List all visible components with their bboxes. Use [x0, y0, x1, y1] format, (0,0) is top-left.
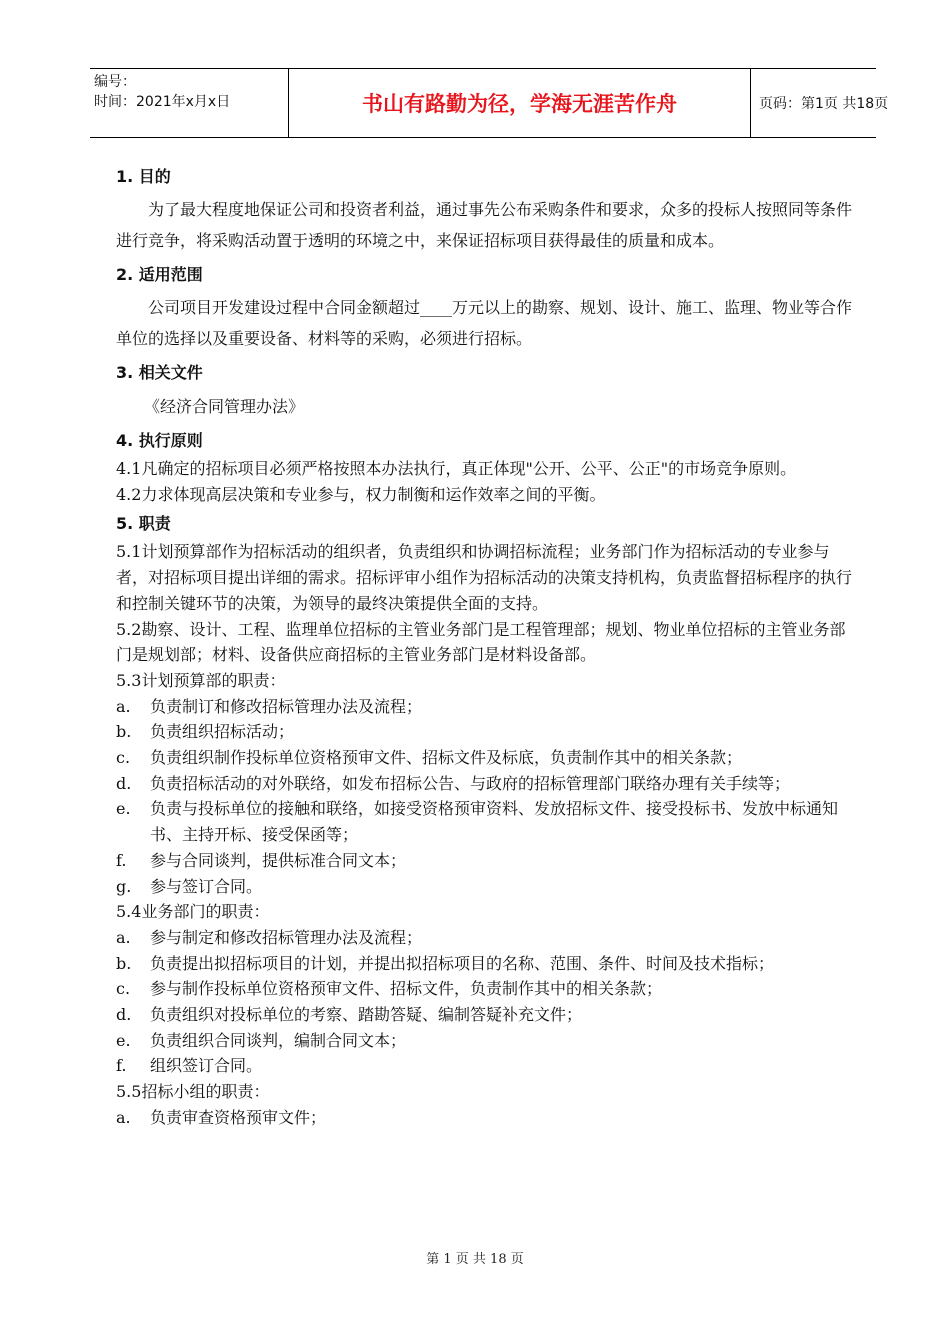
list-item — [116, 925, 856, 951]
list-item-marker: a. — [116, 927, 131, 947]
list-item — [116, 848, 856, 874]
list-item — [116, 951, 856, 977]
duty-5-1: 5.1计划预算部作为招标活动的组织者，负责组织和协调招标流程；业务部门作为招标活动的专业参与者，对招标项目提出详细的需求。招标评审小组作为招标活动的决策支持机构，负责监督招标程序的执行和控制关键环节的决策，为领导的最终决策提供全面的支持。 — [116, 542, 853, 613]
list-item — [116, 874, 856, 900]
list-item-marker: a. — [116, 1107, 131, 1127]
list-item — [116, 694, 856, 720]
list-item — [116, 976, 856, 1002]
list-item-text: 参与合同谈判，提供标准合同文本； — [150, 850, 407, 870]
list-item-text: 参与签订合同。 — [150, 876, 263, 896]
list-item-marker: e. — [116, 1030, 131, 1050]
list-item — [116, 1053, 856, 1079]
list-item-marker: f. — [116, 850, 127, 870]
list-item — [116, 771, 856, 797]
related-document: 《经济合同管理办法》 — [144, 397, 305, 416]
list-item-marker: f. — [116, 1056, 127, 1076]
principle-4-1: 4.1凡确定的招标项目必须严格按照本办法执行，真正体现"公开、公平、公正"的市场竞争原则。 — [116, 459, 797, 478]
list-item-marker: d. — [116, 773, 132, 793]
header-motto: 书山有路勤为径，学海无涯苦作舟 — [288, 69, 751, 137]
list-item-marker: b. — [116, 722, 132, 742]
list-item-text: 负责组织制作投标单位资格预审文件、招标文件及标底，负责制作其中的相关条款； — [150, 748, 743, 768]
list-item — [116, 796, 856, 847]
section-heading-related-docs: 3. 相关文件 — [116, 363, 203, 382]
list-item-text: 负责与投标单位的接触和联络，如接受资格预审资料、发放招标文件、接受投标书、发放中标通知书、主持开标、接受保函等； — [150, 799, 839, 845]
section-heading-principles: 4. 执行原则 — [116, 431, 203, 450]
number-label: 编号： — [94, 74, 136, 90]
list-item-text: 参与制定和修改招标管理办法及流程； — [150, 927, 423, 947]
list-item — [116, 1028, 856, 1054]
list-item — [116, 719, 856, 745]
list-item-text: 负责制订和修改招标管理办法及流程； — [150, 696, 423, 716]
duty-5-5-heading: 5.5招标小组的职责： — [116, 1082, 270, 1102]
time-label: 时间：2021年x月x日 — [94, 94, 231, 110]
page-footer: 第 1 页 共 18 页 — [426, 1252, 524, 1267]
list-item-text: 负责提出拟招标项目的计划，并提出拟招标项目的名称、范围、条件、时间及技术指标； — [150, 953, 775, 973]
duty-5-2: 5.2勘察、设计、工程、监理单位招标的主管业务部门是工程管理部；规划、物业单位招标的主管业务部门是规划部；材料、设备供应商招标的主管业务部门是材料设备部。 — [116, 619, 846, 665]
paragraph-scope: 公司项目开发建设过程中合同金额超过____万元以上的勘察、规划、设计、施工、监理、物业等合作单位的选择以及重要设备、材料等的采购，必须进行招标。 — [116, 298, 853, 348]
list-item — [116, 1002, 856, 1028]
list-item-marker: c. — [116, 979, 131, 999]
header-page-info: 页码：第1页 共18页 — [759, 96, 889, 112]
list-item-text: 组织签订合同。 — [150, 1056, 263, 1076]
list-item-marker: g. — [116, 876, 132, 896]
list-item-marker: b. — [116, 953, 132, 973]
paragraph-purpose: 为了最大程度地保证公司和投资者利益，通过事先公布采购条件和要求，众多的投标人按照同等条件进行竞争，将采购活动置于透明的环境之中，来保证招标项目获得最佳的质量和成本。 — [116, 200, 853, 250]
list-item-marker: c. — [116, 748, 131, 768]
list-item-text: 负责招标活动的对外联络，如发布招标公告、与政府的招标管理部门联络办理有关手续等； — [150, 773, 791, 793]
duty-5-4-heading: 5.4业务部门的职责： — [116, 902, 270, 922]
section-heading-purpose: 1. 目的 — [116, 167, 171, 186]
list-item — [116, 745, 856, 771]
list-item-marker: a. — [116, 696, 131, 716]
list-item-text: 负责组织对投标单位的考察、踏勘答疑、编制答疑补充文件； — [150, 1005, 583, 1025]
principle-4-2: 4.2力求体现高层决策和专业参与，权力制衡和运作效率之间的平衡。 — [116, 484, 606, 504]
document-body — [116, 160, 856, 1131]
duty-5-3-heading: 5.3计划预算部的职责： — [116, 670, 286, 690]
list-item-marker: e. — [116, 799, 131, 819]
list-item-text: 负责组织合同谈判，编制合同文本； — [150, 1030, 407, 1050]
section-heading-duties: 5. 职责 — [116, 514, 171, 534]
list-item-text: 负责审查资格预审文件； — [150, 1107, 327, 1127]
header-meta — [90, 69, 288, 137]
duty-5-5-list — [116, 1105, 856, 1131]
duty-5-4-list — [116, 925, 856, 1079]
list-item-text: 参与制作投标单位资格预审文件、招标文件，负责制作其中的相关条款； — [150, 979, 663, 999]
section-heading-scope: 2. 适用范围 — [116, 265, 203, 284]
list-item-text: 负责组织招标活动； — [150, 722, 295, 742]
page-header — [90, 68, 889, 138]
list-item — [116, 1105, 856, 1131]
duty-5-3-list — [116, 694, 856, 900]
list-item-marker: d. — [116, 1005, 132, 1025]
